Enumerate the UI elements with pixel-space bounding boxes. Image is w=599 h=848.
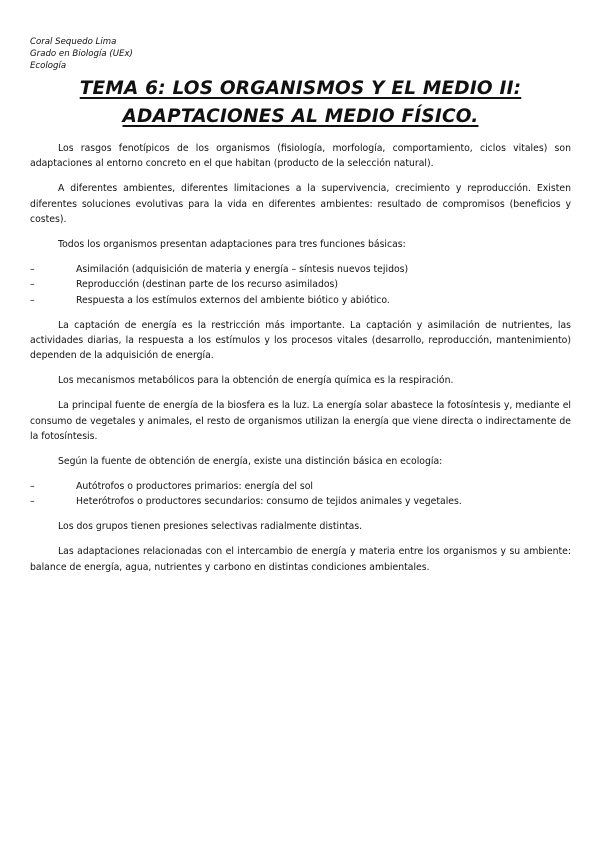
dash-bullet: – xyxy=(30,496,35,508)
document-body xyxy=(30,141,571,575)
title-line-2: ADAPTACIONES AL MEDIO FÍSICO. xyxy=(122,106,479,127)
paragraph: Según la fuente de obtención de energía, existe una distinción básica en ecología: xyxy=(58,456,443,467)
list-item xyxy=(30,277,571,292)
list-item-text: Asimilación (adquisición de materia y energía – síntesis nuevos tejidos) xyxy=(76,263,409,275)
paragraph: La principal fuente de energía de la biosfera es la luz. La energía solar abastece la fotosíntesis y, mediante el consumo de vegetales y animales, el resto de organismos utilizan la energía que viene directa o indirectamente de la fotosíntesis. xyxy=(30,400,571,443)
document-title xyxy=(30,75,571,131)
list-item xyxy=(30,293,571,308)
paragraph: Los rasgos fenotípicos de los organismos (fisiología, morfología, comportamiento, ciclos vitales) son adaptaciones al entorno concreto en el que habitan (producto de la selección natural). xyxy=(30,143,571,170)
paragraph: Los mecanismos metabólicos para la obtención de energía química es la respiración. xyxy=(58,375,454,387)
dash-bullet: – xyxy=(30,279,35,291)
paragraph: Los dos grupos tienen presiones selectivas radialmente distintas. xyxy=(58,521,363,533)
page-header xyxy=(30,36,571,48)
list-item-text: Autótrofos o productores primarios: energía del sol xyxy=(76,480,314,492)
dash-bullet: – xyxy=(30,294,35,306)
list-item-text: Reproducción (destinan parte de los recurso asimilados) xyxy=(76,279,339,291)
list-item xyxy=(30,262,571,277)
dash-bullet: – xyxy=(30,480,35,492)
list-item xyxy=(30,479,571,494)
header-course: Grado en Biología (UEx) xyxy=(30,49,133,59)
list-item-text: Respuesta a los estímulos externos del ambiente biótico y abiótico. xyxy=(76,294,390,306)
title-line-1: TEMA 6: LOS ORGANISMOS Y EL MEDIO II: xyxy=(79,78,522,99)
basic-functions-list xyxy=(30,262,571,308)
energy-source-list xyxy=(30,479,571,510)
header-author: Coral Sequedo Lima xyxy=(30,37,117,47)
paragraph: A diferentes ambientes, diferentes limitaciones a la supervivencia, crecimiento y reproducción. Existen diferentes soluciones evolutivas para la vida en diferentes ambientes: resultado de compromisos (beneficios y costes). xyxy=(30,183,571,226)
paragraph: Las adaptaciones relacionadas con el intercambio de energía y materia entre los organismos y su ambiente: balance de energía, agua, nutrientes y carbono en distintas condiciones ambientales. xyxy=(30,546,571,573)
list-item-text: Heterótrofos o productores secundarios: consumo de tejidos animales y vegetales. xyxy=(76,496,462,508)
dash-bullet: – xyxy=(30,263,35,275)
header-subject: Ecología xyxy=(30,61,67,71)
paragraph: Todos los organismos presentan adaptaciones para tres funciones básicas: xyxy=(58,239,406,251)
paragraph: La captación de energía es la restricción más importante. La captación y asimilación de nutrientes, las actividades diarias, la respuesta a los estímulos y los procesos vitales (desarrollo, reproducción, mantenimiento) dependen de la adquisición de energía. xyxy=(30,319,571,362)
list-item xyxy=(30,494,571,509)
